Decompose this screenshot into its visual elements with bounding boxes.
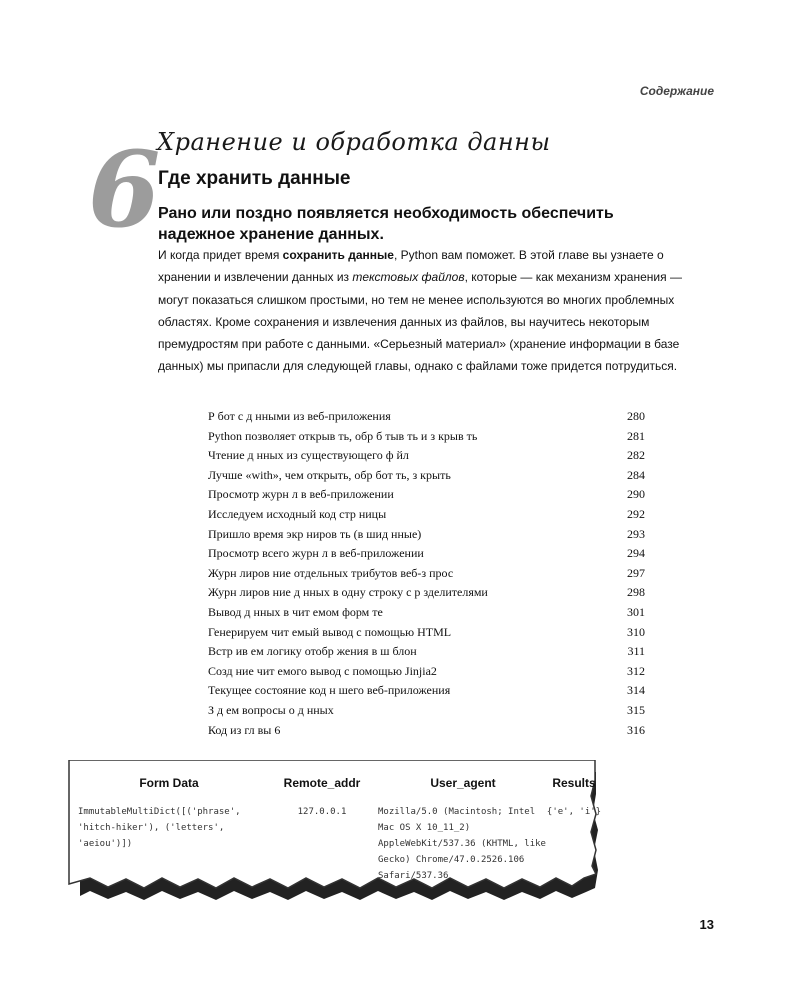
toc-row[interactable] [208, 642, 645, 662]
toc-entry-title: Лучше «with», чем открыть, обр бот ть, з крыть [208, 467, 451, 482]
toc-entry-page: 292 [627, 506, 645, 521]
column-header-remote-addr: Remote_addr [283, 776, 361, 790]
toc-row[interactable] [208, 681, 645, 701]
toc-entry-title: Чтение д нных из существующего ф йл [208, 448, 409, 463]
toc-row[interactable] [208, 564, 645, 584]
toc-entry-page: 284 [627, 467, 645, 482]
toc-entry-title: З д ем вопросы о д нных [208, 702, 334, 717]
toc-row[interactable] [208, 407, 645, 427]
column-header-form-data: Form Data [139, 776, 199, 790]
chapter-script-title: Хранение и обработка данны [157, 128, 551, 156]
toc-entry-title: Просмотр всего журн л в веб-приложении [208, 546, 424, 561]
toc-row[interactable] [208, 525, 645, 545]
toc-entry-title: Вывод д нных в чит емом форм те [208, 604, 383, 619]
toc-entry-title: Исследуем исходный код стр ницы [208, 506, 387, 521]
toc-entry-title: Р бот с д нными из веб-приложения [208, 409, 391, 423]
toc-entry-title: Встр ив ем логику отобр жения в ш блон [208, 644, 417, 659]
intro-bold-phrase: сохранить данные [282, 248, 394, 262]
toc-entry-page: 301 [627, 604, 645, 619]
toc-entry-page: 314 [627, 683, 645, 698]
toc-entry-title: Просмотр журн л в веб-приложении [208, 487, 394, 502]
running-header: Содержание [639, 84, 714, 98]
toc-row[interactable] [208, 544, 645, 564]
toc-row[interactable] [208, 721, 645, 741]
toc-entry-page: 310 [627, 624, 645, 639]
toc-entry-page: 316 [627, 722, 645, 737]
cell-remote-addr: 127.0.0.1 [297, 807, 347, 817]
toc-entry-title: Python позволяет открыв ть, обр б тыв ть и з крыв ть [208, 428, 478, 443]
toc-entry-title: Генерируем чит емый вывод с помощью HTML [208, 624, 452, 639]
column-header-user-agent: User_agent [430, 776, 496, 790]
chapter-lead: Рано или поздно появляется необходимость обеспечить надежное хранение данных. [158, 205, 614, 243]
toc-row[interactable] [208, 603, 645, 623]
toc-entry-page: 298 [627, 585, 645, 600]
toc-row[interactable] [208, 505, 645, 525]
toc-entry-page: 294 [627, 546, 645, 561]
toc-entry-page: 311 [627, 644, 645, 659]
intro-text-1: И когда придет время [158, 248, 283, 262]
toc-entry-page: 293 [627, 526, 645, 541]
intro-text-3: , которые — как механизм хранения — могут показаться слишком простыми, но тем не менее используются во многих проблемных областях. Кроме сохранения и извлечения данных из файлов, вы научитесь некоторым премудростям при работе с данными. «Серьезный материал» (хранение информации в базе данных) мы припасли для следующей главы, однако с файлами тоже придется потрудиться. [158, 270, 682, 374]
toc-entry-title: Код из гл вы 6 [208, 722, 281, 737]
page-number: 13 [699, 917, 714, 932]
intro-italic-phrase: текстовых файлов [352, 270, 465, 285]
toc-entry-title: Журн лиров ние д нных в одну строку с р зделителями [208, 585, 488, 600]
toc-row[interactable] [208, 701, 645, 721]
toc-row[interactable] [208, 466, 645, 486]
toc-row[interactable] [208, 485, 645, 505]
toc-row[interactable] [208, 446, 645, 466]
chapter-title: Где хранить данные [158, 168, 351, 189]
toc-entry-page: 297 [627, 565, 645, 580]
chapter-number: 6 [88, 128, 161, 251]
toc-row[interactable] [208, 583, 645, 603]
toc-entry-title: Созд ние чит емого вывод с помощью Jinjia2 [208, 663, 437, 678]
cell-user-agent: Mozilla/5.0 (Macintosh; Intel Mac OS X 10_11_2) AppleWebKit/537.36 (KHTML, like Gecko) Chrome/47.0.2526.106 Safari/537.36 [378, 807, 546, 881]
toc-row[interactable] [208, 662, 645, 682]
toc-entry-page: 281 [627, 428, 645, 443]
toc-entry-page: 315 [627, 702, 645, 717]
toc-entry-title: Журн лиров ние отдельных трибутов веб-з прос [208, 565, 454, 580]
cell-results: {'e', 'i'} [546, 807, 602, 817]
toc-entry-page: 290 [627, 487, 645, 502]
intro-text-2: , Python вам поможет. В этой главе вы узнаете о хранении и извлечении данных из [158, 248, 664, 285]
toc-entry-title: Текущее состояние код н шего веб-приложения [208, 683, 451, 698]
toc-entry-page: 282 [627, 448, 645, 463]
cell-form-data: ImmutableMultiDict([('phrase', 'hitch-hiker'), ('letters', 'aeiou')]) [78, 807, 241, 849]
toc-row[interactable] [208, 623, 645, 643]
toc-row[interactable] [208, 427, 645, 447]
table-of-contents [208, 407, 645, 740]
toc-entry-page: 280 [627, 409, 645, 423]
log-table-card [66, 760, 602, 904]
intro-paragraph [158, 244, 698, 378]
toc-entry-title: Пришло время экр ниров ть (в шид нные) [208, 526, 422, 541]
column-header-results: Results [552, 776, 596, 790]
toc-entry-page: 312 [627, 663, 645, 678]
